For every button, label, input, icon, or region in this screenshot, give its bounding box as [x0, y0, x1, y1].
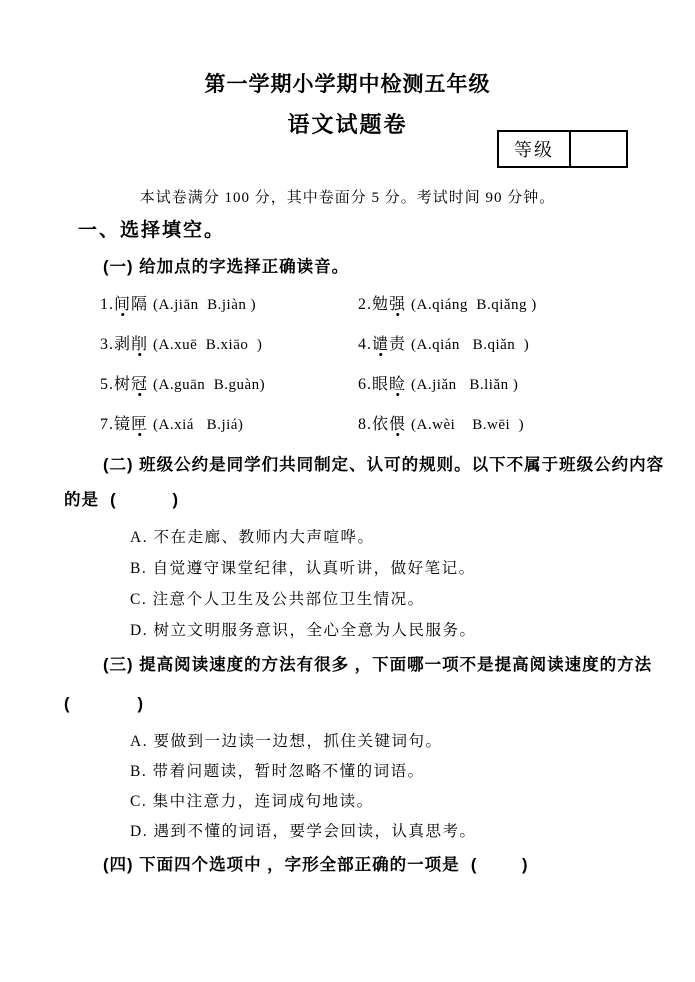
part-2-options [130, 522, 476, 646]
item-word: 2.勉强 [358, 296, 407, 313]
item-word: 3.剥削 [100, 336, 149, 353]
part-2-option-a: A. 不在走廊、教师内大声喧哗。 [130, 529, 375, 546]
part-2-option-c: C. 注意个人卫生及公共部位卫生情况。 [130, 591, 425, 608]
item-choices: (A.jiǎn B.liǎn ) [411, 377, 519, 393]
item-word: 1.间隔 [100, 296, 149, 313]
item-choices: (A.qián B.qiǎn ) [411, 337, 530, 353]
grade-box [497, 130, 628, 168]
part-2-option-b: B. 自觉遵守课堂纪律，认真听讲，做好笔记。 [130, 560, 476, 577]
item-word: 5.树冠 [100, 376, 149, 393]
part-2-heading-line1: (二) 班级公约是同学们共同制定、认可的规则。以下不属于班级公约内容 [103, 456, 665, 474]
item-word: 8.依偎 [358, 416, 407, 433]
item-choices: (A.xuē B.xiāo ) [153, 337, 263, 353]
pinyin-item-6 [358, 373, 537, 397]
part-3-option-a: A. 要做到一边读一边想，抓住关键词句。 [130, 733, 443, 750]
part-3-heading-line2: ( ) [64, 695, 144, 713]
item-word: 6.眼睑 [358, 376, 407, 393]
part-2-heading-line2: 的是 ( ) [64, 491, 179, 509]
exam-instructions: 本试卷满分 100 分，其中卷面分 5 分。考试时间 90 分钟。 [139, 190, 556, 206]
item-choices: (A.qiáng B.qiǎng ) [411, 297, 537, 313]
section-1-title: 一、选择填空。 [78, 220, 226, 241]
pinyin-item-8 [358, 413, 537, 437]
item-word: 7.镜匣 [100, 416, 149, 433]
part-3-option-b: B. 带着问题读，暂时忽略不懂的词语。 [130, 763, 425, 780]
dotted-char: 匣 [131, 416, 149, 433]
part-3-option-d: D. 遇到不懂的词语，要学会回读，认真思考。 [130, 823, 477, 840]
pinyin-item-2 [358, 293, 537, 317]
pinyin-item-7 [100, 413, 358, 437]
item-choices: (A.xiá B.jiá) [153, 417, 244, 433]
pinyin-item-1 [100, 293, 358, 317]
part-3-options [130, 727, 476, 847]
item-word: 4.谴责 [358, 336, 407, 353]
dotted-char: 谴 [372, 336, 390, 353]
pinyin-item-5 [100, 373, 358, 397]
part-3-option-c: C. 集中注意力，连词成句地读。 [130, 793, 374, 810]
dotted-char: 睑 [389, 376, 407, 393]
pinyin-item-4 [358, 333, 537, 357]
pinyin-items-grid [100, 293, 537, 437]
dotted-char: 强 [389, 296, 407, 313]
exam-title: 第一学期小学期中检测五年级 [204, 73, 491, 96]
part-4-heading: (四) 下面四个选项中 ，字形全部正确的一项是 ( ) [103, 856, 529, 874]
part-3-heading-line1: (三) 提高阅读速度的方法有很多 ，下面哪一项不是提高阅读速度的方法 [103, 656, 653, 674]
grade-box-label: 等级 [499, 132, 571, 166]
dotted-char: 冠 [131, 376, 149, 393]
item-choices: (A.wèi B.wēi ) [411, 417, 525, 433]
dotted-char: 偎 [389, 416, 407, 433]
dotted-char: 间 [114, 296, 132, 313]
grade-box-value-cell [571, 132, 626, 166]
part-1-heading: (一) 给加点的字选择正确读音。 [103, 258, 350, 276]
item-choices: (A.guān B.guàn) [153, 377, 266, 393]
item-choices: (A.jiān B.jiàn ) [153, 297, 257, 313]
dotted-char: 削 [131, 336, 149, 353]
pinyin-item-3 [100, 333, 358, 357]
exam-subtitle: 语文试题卷 [287, 112, 408, 137]
part-2-option-d: D. 树立文明服务意识，全心全意为人民服务。 [130, 622, 477, 639]
